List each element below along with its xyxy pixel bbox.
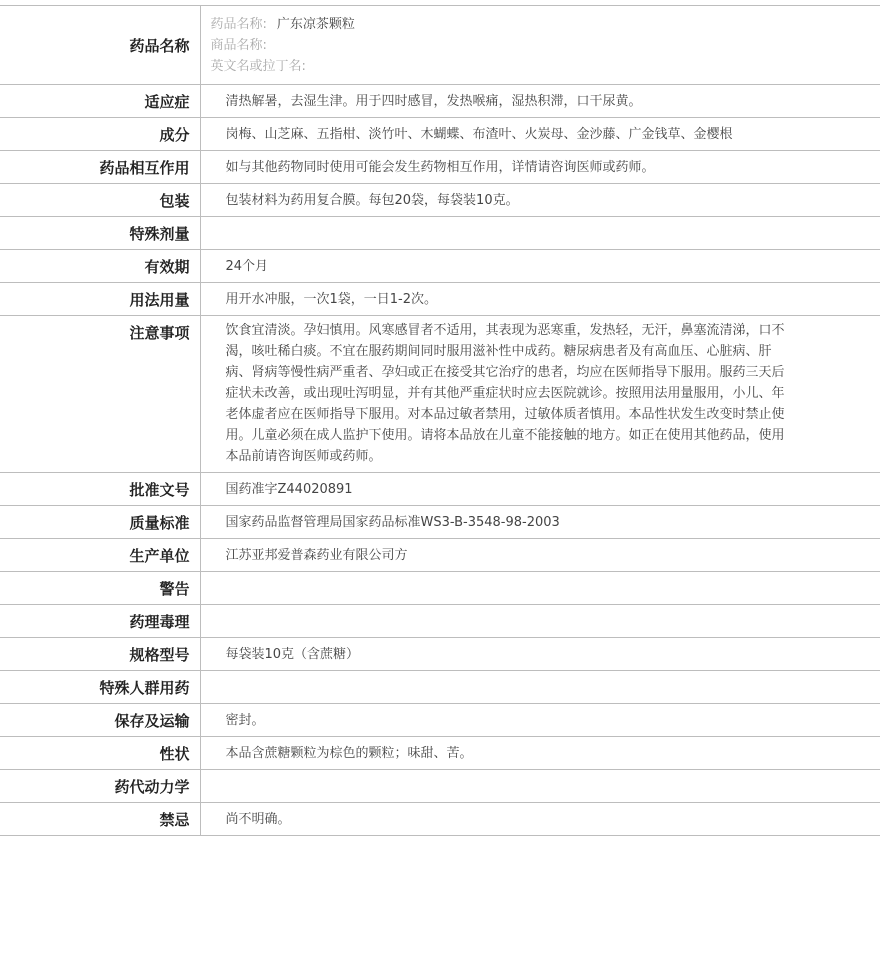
shelf-life-row — [0, 250, 880, 283]
row-label: 性状 — [0, 737, 200, 770]
generic-name-line — [211, 14, 791, 35]
row-label: 特殊人群用药 — [0, 671, 200, 704]
indications-row — [0, 85, 880, 118]
interactions-row — [0, 151, 880, 184]
drug-spec-table — [0, 5, 880, 836]
row-value — [200, 671, 880, 704]
row-value: 尚不明确。 — [200, 803, 880, 836]
row-value: 江苏亚邦爱普森药业有限公司方 — [200, 539, 880, 572]
ingredients-row — [0, 118, 880, 151]
english-name-line — [211, 56, 791, 77]
generic-name-value: 广东凉茶颗粒 — [276, 16, 355, 32]
row-value: 清热解暑，去湿生津。用于四时感冒，发热喉痛，湿热积滞，口干尿黄。 — [200, 85, 880, 118]
row-label: 药理毒理 — [0, 605, 200, 638]
warning-row — [0, 572, 880, 605]
drug-name-row — [0, 6, 880, 85]
row-label: 生产单位 — [0, 539, 200, 572]
pharmacokinetics-row — [0, 770, 880, 803]
row-label: 适应症 — [0, 85, 200, 118]
manufacturer-row — [0, 539, 880, 572]
row-value: 本品含蔗糖颗粒为棕色的颗粒；味甜、苦。 — [200, 737, 880, 770]
english-name-key: 英文名或拉丁名: — [210, 58, 306, 74]
row-value — [200, 217, 880, 250]
special-population-row — [0, 671, 880, 704]
specification-row — [0, 638, 880, 671]
row-label: 包装 — [0, 184, 200, 217]
row-value — [200, 605, 880, 638]
approval-number-row — [0, 473, 880, 506]
row-label: 成分 — [0, 118, 200, 151]
row-value: 用开水冲服，一次1袋，一日1-2次。 — [200, 283, 880, 316]
usage-dosage-row — [0, 283, 880, 316]
precautions-row — [0, 316, 880, 473]
row-value — [200, 770, 880, 803]
row-value: 24个月 — [200, 250, 880, 283]
row-label: 批准文号 — [0, 473, 200, 506]
trade-name-key: 商品名称: — [210, 37, 267, 53]
storage-row — [0, 704, 880, 737]
row-label: 质量标准 — [0, 506, 200, 539]
appearance-row — [0, 737, 880, 770]
drug-name-cell — [200, 6, 880, 85]
row-value: 密封。 — [200, 704, 880, 737]
row-value: 每袋装10克（含蔗糖） — [200, 638, 880, 671]
row-value: 饮食宜清淡。孕妇慎用。风寒感冒者不适用，其表现为恶寒重，发热轻，无汗，鼻塞流清涕，口不渴，咳吐稀白痰。不宜在服药期间同时服用滋补性中成药。糖尿病患者及有高血压、心脏病、肝病、肾病等慢性病严重者、孕妇或正在接受其它治疗的患者，均应在医师指导下服用。服药三天后症状未改善，或出现吐泻明显，并有其他严重症状时应去医院就诊。按照用法用量服用，小儿、年老体虚者应在医师指导下服用。对本品过敏者禁用，过敏体质者慎用。本品性状发生改变时禁止使用。儿童必须在成人监护下使用。请将本品放在儿童不能接触的地方。如正在使用其他药品，使用本品前请咨询医师或药师。 — [200, 316, 880, 473]
row-value: 国药准字Z44020891 — [200, 473, 880, 506]
generic-name-key: 药品名称: — [210, 16, 267, 32]
special-dosage-row — [0, 217, 880, 250]
trade-name-line — [211, 35, 791, 56]
row-value: 国家药品监督管理局国家药品标准WS3-B-3548-98-2003 — [200, 506, 880, 539]
row-label: 规格型号 — [0, 638, 200, 671]
row-label: 保存及运输 — [0, 704, 200, 737]
row-label: 用法用量 — [0, 283, 200, 316]
row-label: 药品相互作用 — [0, 151, 200, 184]
row-value — [200, 572, 880, 605]
contraindications-row — [0, 803, 880, 836]
row-value: 岗梅、山芝麻、五指柑、淡竹叶、木蝴蝶、布渣叶、火炭母、金沙藤、广金钱草、金樱根 — [200, 118, 880, 151]
row-label: 药品名称 — [0, 6, 200, 85]
row-label: 注意事项 — [0, 316, 200, 473]
row-value: 包装材料为药用复合膜。每包20袋，每袋装10克。 — [200, 184, 880, 217]
row-value: 如与其他药物同时使用可能会发生药物相互作用，详情请咨询医师或药师。 — [200, 151, 880, 184]
pharmacology-row — [0, 605, 880, 638]
row-label: 警告 — [0, 572, 200, 605]
row-label: 药代动力学 — [0, 770, 200, 803]
packaging-row — [0, 184, 880, 217]
row-label: 禁忌 — [0, 803, 200, 836]
row-label: 有效期 — [0, 250, 200, 283]
quality-standard-row — [0, 506, 880, 539]
row-label: 特殊剂量 — [0, 217, 200, 250]
